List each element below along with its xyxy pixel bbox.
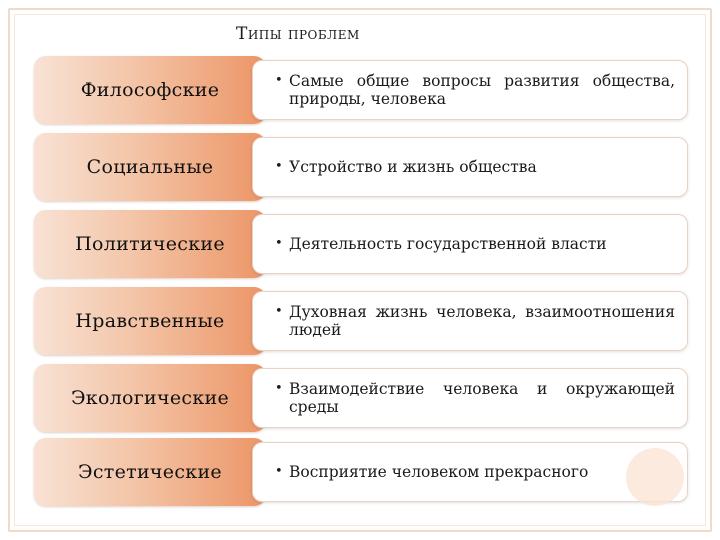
bullet-icon: •: [275, 304, 283, 319]
description-box: [252, 442, 688, 502]
bullet-icon: •: [275, 73, 283, 88]
category-label: Политические: [75, 233, 225, 255]
description-text: Восприятие человеком прекрасного: [289, 463, 589, 481]
problem-row: [0, 210, 720, 278]
category-label: Эстетические: [78, 461, 222, 483]
description-text-wrap: [275, 380, 675, 416]
description-text-wrap: [275, 463, 675, 481]
category-box: [34, 210, 266, 278]
description-box: [252, 291, 688, 351]
problem-row: [0, 364, 720, 432]
bullet-icon: •: [275, 159, 283, 174]
description-text: Самые общие вопросы развития общества, природы, человека: [289, 72, 675, 108]
description-text-wrap: [275, 72, 675, 108]
description-text-wrap: [275, 303, 675, 339]
description-box: [252, 368, 688, 428]
decorative-circle: [626, 448, 684, 506]
description-text: Устройство и жизнь общества: [289, 158, 537, 176]
category-box: [34, 364, 266, 432]
category-box: [34, 438, 266, 506]
slide-title: Типы проблем: [236, 24, 360, 44]
description-text: Взаимодействие человека и окружающей среды: [289, 380, 675, 416]
description-text: Деятельность государственной власти: [289, 235, 607, 253]
category-box: [34, 56, 266, 124]
description-text-wrap: [275, 158, 675, 176]
problem-row: [0, 56, 720, 124]
description-box: [252, 214, 688, 274]
description-text: Духовная жизнь человека, взаимоотношения людей: [289, 303, 675, 339]
problem-row: [0, 133, 720, 201]
description-box: [252, 137, 688, 197]
bullet-icon: •: [275, 236, 283, 251]
problem-row: [0, 287, 720, 355]
bullet-icon: •: [275, 464, 283, 479]
description-box: [252, 60, 688, 120]
description-text-wrap: [275, 235, 675, 253]
problem-row: [0, 438, 720, 506]
category-label: Экологические: [70, 387, 230, 409]
bullet-icon: •: [275, 381, 283, 396]
category-label: Социальные: [86, 156, 214, 178]
category-label: Философские: [80, 79, 220, 101]
category-box: [34, 133, 266, 201]
category-box: [34, 287, 266, 355]
category-label: Нравственные: [75, 310, 225, 332]
